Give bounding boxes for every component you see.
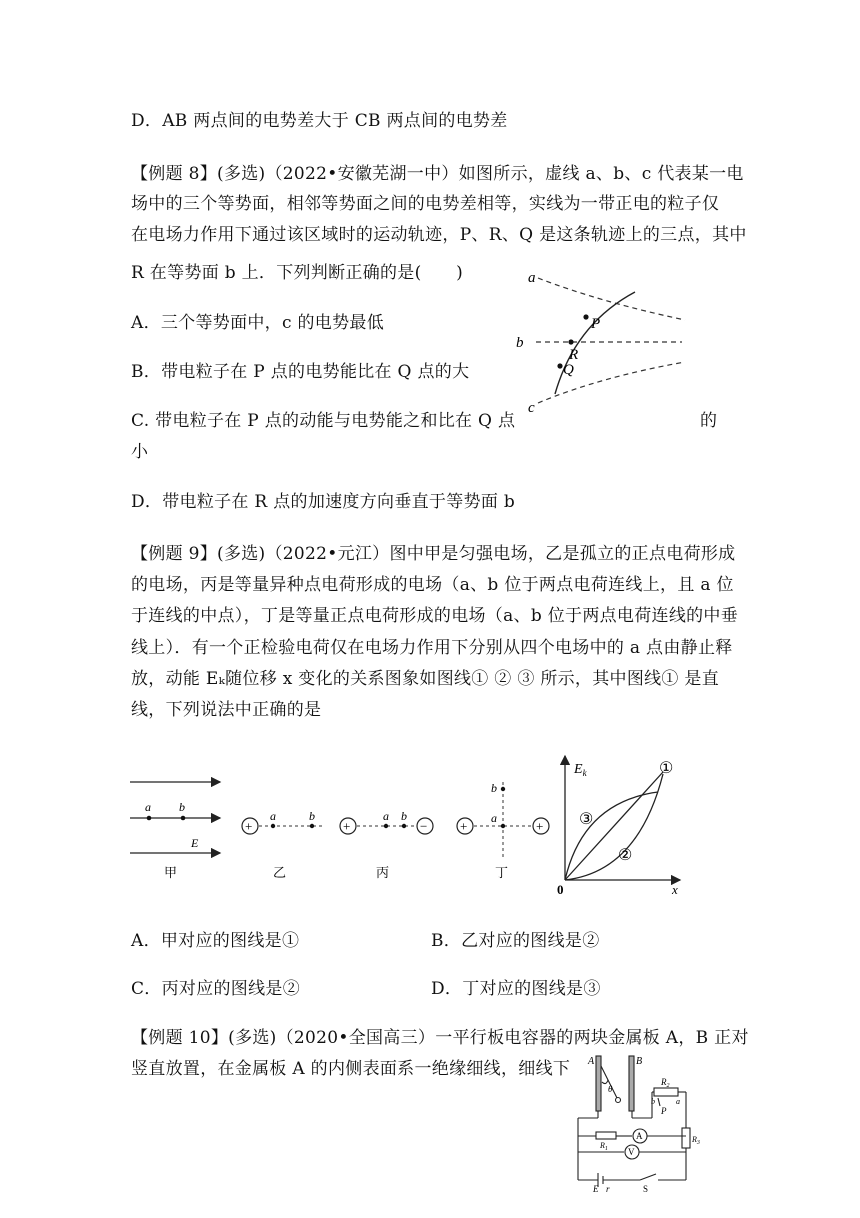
x-axis-label: x xyxy=(672,882,678,897)
plate-b-label: B xyxy=(636,1056,643,1067)
bing-plus: + xyxy=(343,818,351,834)
equal-charges-field xyxy=(457,781,549,880)
origin-label: 0 xyxy=(557,882,564,897)
theta-label: θ xyxy=(608,1084,613,1094)
yi-plus: + xyxy=(245,818,253,834)
ding-label-a: a xyxy=(491,811,497,825)
curve-2-label: ② xyxy=(618,847,633,864)
plate-a-label: A xyxy=(588,1056,595,1067)
q9-option-a: A．甲对应的图线是① xyxy=(131,931,300,951)
bing-caption: 丙 xyxy=(376,865,390,880)
q10-stem-line2: 竖直放置，在金属板 A 的内侧表面系一绝缘细线，细线下 xyxy=(131,1059,571,1079)
yi-label-a: a xyxy=(270,809,276,823)
q8-stem-line3: 在电场力作用下通过该区域时的运动轨迹，P、R、Q 是这条轨迹上的三点，其中 xyxy=(131,225,747,245)
jia-caption: 甲 xyxy=(164,865,178,880)
jia-label-a: a xyxy=(145,800,151,814)
q9-option-c: C．丙对应的图线是② xyxy=(131,979,301,999)
curve-3-label: ③ xyxy=(579,811,594,828)
point-r xyxy=(568,339,573,344)
b-label: b xyxy=(651,1097,655,1106)
q9-stem-line5: 放，动能 Eₖ随位移 x 变化的关系图象如图线① ② ③ 所示，其中图线① 是直 xyxy=(131,669,720,689)
bing-minus: − xyxy=(420,818,428,834)
q8-stem-line1: 【例题 8】(多选)（2022•安徽芜湖一中）如图所示，虚线 a、b、c 代表某一电 xyxy=(131,164,744,184)
point-p xyxy=(583,314,588,319)
q8-option-d: D．带电粒子在 R 点的加速度方向垂直于等势面 b xyxy=(131,492,516,512)
q9-stem-line6: 线，下列说法中正确的是 xyxy=(131,700,322,720)
r2-label: $R_2$ xyxy=(661,1077,670,1089)
q9-stem-line2: 的电场，丙是等量异种点电荷形成的电场（a、b 位于两点电荷连线上，且 a 位 xyxy=(131,575,734,595)
q9-option-b: B．乙对应的图线是② xyxy=(431,931,600,951)
bing-label-b: b xyxy=(401,809,407,823)
yi-caption: 乙 xyxy=(273,865,287,880)
q8-option-c-tail: 的 xyxy=(700,411,718,431)
jia-label-b: b xyxy=(179,800,185,814)
ding-plus-left: + xyxy=(460,818,468,834)
curve-3 xyxy=(565,792,658,880)
point-q xyxy=(557,363,562,368)
label-q: Q xyxy=(563,362,574,378)
q8-option-c-line1: C. 带电粒子在 P 点的动能与电势能之和比在 Q 点 xyxy=(131,411,516,431)
ek-x-graph xyxy=(557,756,680,897)
ding-caption: 丁 xyxy=(495,865,509,880)
voltmeter-icon: V xyxy=(628,1147,635,1157)
jia-label-e: E xyxy=(191,836,199,850)
ek-axis-label: $E_k$ xyxy=(574,762,587,778)
curve-1-label: ① xyxy=(659,760,674,777)
particle-trajectory xyxy=(555,292,635,394)
internal-r-label: r xyxy=(606,1184,610,1192)
q9-stem-line3: 于连线的中点），丁是等量正点电荷形成的电场（a、b 位于两点电荷连线的中垂 xyxy=(131,606,739,626)
q9-stem-line1: 【例题 9】(多选)（2022•元江）图中甲是匀强电场，乙是孤立的正点电荷形成 xyxy=(131,544,736,564)
r3-label: $R_3$ xyxy=(692,1135,700,1146)
ding-plus-right: + xyxy=(536,818,544,834)
q9-option-d: D．丁对应的图线是③ xyxy=(431,979,601,999)
label-c: c xyxy=(528,400,535,414)
field-figures xyxy=(128,752,688,900)
label-p: P xyxy=(591,316,601,332)
bing-label-a: a xyxy=(383,809,389,823)
ammeter-icon: A xyxy=(636,1131,643,1141)
yi-label-b: b xyxy=(309,809,315,823)
capacitor-circuit xyxy=(572,1052,700,1192)
emf-label: E xyxy=(593,1184,599,1192)
q7-option-d: D．AB 两点间的电势差大于 CB 两点间的电势差 xyxy=(131,111,508,131)
uniform-field xyxy=(130,782,220,880)
q9-stem-line4: 线上）．有一个正检验电荷仅在电场力作用下分别从四个电场中的 a 点由静止释 xyxy=(131,638,733,658)
dipole-field xyxy=(340,809,433,880)
q8-option-b: B．带电粒子在 P 点的电势能比在 Q 点的大 xyxy=(131,362,470,382)
q8-stem-line4: R 在等势面 b 上．下列判断正确的是( ) xyxy=(131,263,464,283)
q8-stem-line2: 场中的三个等势面，相邻等势面之间的电势差相等，实线为一带正电的粒子仅 xyxy=(131,194,720,214)
point-charge-field xyxy=(242,809,324,880)
switch-label: S xyxy=(643,1184,649,1192)
label-a: a xyxy=(528,270,536,286)
label-r: R xyxy=(569,347,579,363)
equipotential-figure xyxy=(510,262,690,414)
q10-stem-line1: 【例题 10】(多选)（2020•全国高三）一平行板电容器的两块金属板 A，B 正对 xyxy=(131,1028,749,1048)
a-label: a xyxy=(676,1097,680,1106)
label-b: b xyxy=(516,335,524,351)
equipotential-a xyxy=(538,278,685,320)
r1-label: $R_1$ xyxy=(600,1141,608,1152)
p-label: P xyxy=(661,1106,667,1116)
ding-label-b: b xyxy=(491,781,497,795)
q8-option-a: A．三个等势面中，c 的电势最低 xyxy=(131,313,385,333)
q8-option-c-line2: 小 xyxy=(131,442,149,462)
